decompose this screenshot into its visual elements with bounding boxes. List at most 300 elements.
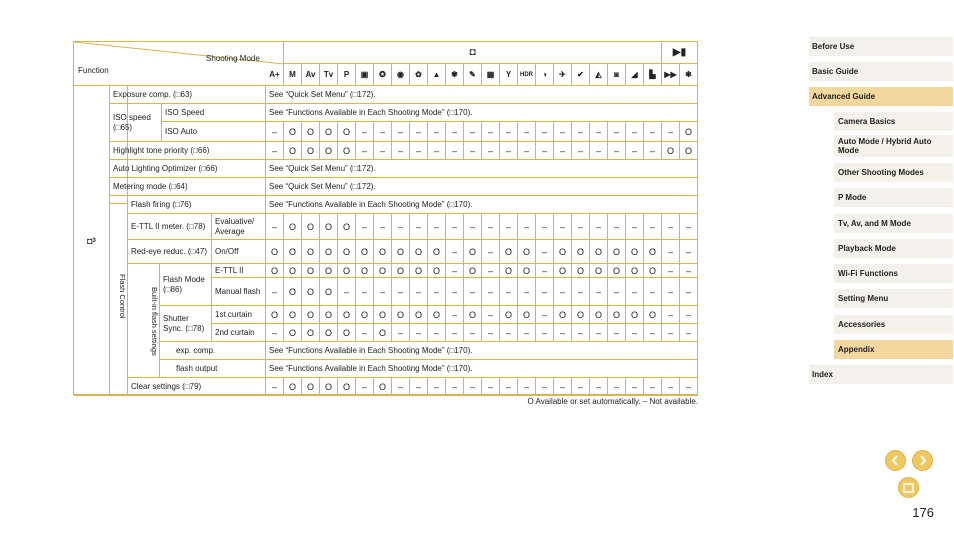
on-off-label: On/Off: [212, 240, 266, 264]
mark-ettl-8: O: [410, 264, 428, 278]
mark-clear-23: –: [680, 378, 698, 396]
mark-first_curtain-4: O: [338, 306, 356, 324]
mark-manual_flash-11: –: [464, 278, 482, 306]
mark-manual_flash-7: –: [392, 278, 410, 306]
mark-second_curtain-5: –: [356, 324, 374, 342]
mark-ettl_meter-7: –: [392, 214, 410, 240]
mode-icon-13: Y: [500, 64, 518, 86]
mark-clear-2: O: [302, 378, 320, 396]
mark-ettl_meter-17: –: [572, 214, 590, 240]
mark-first_curtain-22: –: [662, 306, 680, 324]
mark-clear-20: –: [626, 378, 644, 396]
mark-iso_auto-18: –: [590, 122, 608, 142]
mark-red_eye-12: –: [482, 240, 500, 264]
mark-ettl_meter-4: O: [338, 214, 356, 240]
mark-manual_flash-13: –: [500, 278, 518, 306]
mark-ettl-10: –: [446, 264, 464, 278]
nav-item-7[interactable]: Tv, Av, and M Mode: [834, 214, 953, 233]
mark-iso_auto-12: –: [482, 122, 500, 142]
mark-second_curtain-12: –: [482, 324, 500, 342]
mark-iso_auto-7: –: [392, 122, 410, 142]
mark-second_curtain-10: –: [446, 324, 464, 342]
builtin-flash-label: Built-in flash settings: [128, 264, 160, 378]
mark-ettl_meter-12: –: [482, 214, 500, 240]
mark-iso_auto-19: –: [608, 122, 626, 142]
mark-second_curtain-19: –: [608, 324, 626, 342]
mark-highlight-1: O: [284, 142, 302, 160]
mode-icon-16: ✈: [554, 64, 572, 86]
mark-second_curtain-20: –: [626, 324, 644, 342]
header-diagonal: [74, 42, 284, 86]
shooting-menu-3-icon: ◘ 3: [74, 86, 110, 396]
mark-clear-3: O: [320, 378, 338, 396]
mark-ettl-7: O: [392, 264, 410, 278]
mark-second_curtain-11: –: [464, 324, 482, 342]
alo-see: See “Quick Set Menu” (□172).: [266, 160, 698, 178]
mark-first_curtain-12: –: [482, 306, 500, 324]
mark-first_curtain-9: O: [428, 306, 446, 324]
nav-item-3[interactable]: Camera Basics: [834, 112, 953, 131]
mark-second_curtain-15: –: [536, 324, 554, 342]
mark-second_curtain-7: –: [392, 324, 410, 342]
nav-item-2[interactable]: Advanced Guide: [809, 87, 953, 106]
mark-iso_auto-16: –: [554, 122, 572, 142]
flash-mode-label: Flash Mode (□86): [160, 264, 212, 306]
mark-iso_auto-22: –: [662, 122, 680, 142]
mark-iso_auto-17: –: [572, 122, 590, 142]
mark-clear-14: –: [518, 378, 536, 396]
mode-icon-5: ▣: [356, 64, 374, 86]
mark-iso_auto-11: –: [464, 122, 482, 142]
mark-ettl-17: O: [572, 264, 590, 278]
mark-highlight-18: –: [590, 142, 608, 160]
mark-ettl-12: –: [482, 264, 500, 278]
mode-icon-23: ✱: [680, 64, 698, 86]
red-eye-label: Red-eye reduc. (□47): [128, 240, 212, 264]
mark-ettl_meter-16: –: [554, 214, 572, 240]
mark-highlight-6: –: [374, 142, 392, 160]
mark-second_curtain-13: –: [500, 324, 518, 342]
camera-group-icon: ◘: [284, 42, 662, 64]
mark-red_eye-15: –: [536, 240, 554, 264]
mark-iso_auto-21: –: [644, 122, 662, 142]
exp-comp2-see: See “Functions Available in Each Shooting Mode” (□170).: [266, 342, 698, 360]
mark-red_eye-2: O: [302, 240, 320, 264]
mark-second_curtain-21: –: [644, 324, 662, 342]
mark-iso_auto-2: O: [302, 122, 320, 142]
mark-red_eye-20: O: [626, 240, 644, 264]
mark-ettl-1: O: [284, 264, 302, 278]
mark-first_curtain-5: O: [356, 306, 374, 324]
mark-highlight-4: O: [338, 142, 356, 160]
exp-comp2-label: exp. comp.: [160, 342, 266, 360]
mark-ettl_meter-22: –: [662, 214, 680, 240]
mark-first_curtain-19: O: [608, 306, 626, 324]
nav-item-9[interactable]: Wi-Fi Functions: [834, 264, 953, 283]
second-curtain-label: 2nd curtain: [212, 324, 266, 342]
mark-red_eye-23: –: [680, 240, 698, 264]
mark-iso_auto-3: O: [320, 122, 338, 142]
nav-item-1[interactable]: Basic Guide: [809, 62, 953, 81]
mark-red_eye-13: O: [500, 240, 518, 264]
mode-icon-21: ▙: [644, 64, 662, 86]
shooting-mode-label: Shooting Mode: [206, 54, 260, 63]
mark-highlight-21: –: [644, 142, 662, 160]
mark-manual_flash-3: O: [320, 278, 338, 306]
mark-ettl_meter-15: –: [536, 214, 554, 240]
mark-second_curtain-16: –: [554, 324, 572, 342]
highlight-label: Highlight tone priority (□66): [110, 142, 266, 160]
mark-first_curtain-17: O: [572, 306, 590, 324]
mark-manual_flash-2: O: [302, 278, 320, 306]
mark-clear-21: –: [644, 378, 662, 396]
nav-item-13[interactable]: Index: [809, 365, 953, 384]
mark-second_curtain-1: O: [284, 324, 302, 342]
mode-icon-19: ◙: [608, 64, 626, 86]
mark-ettl_meter-3: O: [320, 214, 338, 240]
mode-icon-12: ▦: [482, 64, 500, 86]
mark-first_curtain-16: O: [554, 306, 572, 324]
mark-red_eye-18: O: [590, 240, 608, 264]
mark-first_curtain-10: –: [446, 306, 464, 324]
mark-manual_flash-10: –: [446, 278, 464, 306]
mark-manual_flash-17: –: [572, 278, 590, 306]
mark-second_curtain-22: –: [662, 324, 680, 342]
mark-highlight-13: –: [500, 142, 518, 160]
flash-control-label: Flash Control: [110, 196, 128, 396]
mark-first_curtain-3: O: [320, 306, 338, 324]
mark-highlight-11: –: [464, 142, 482, 160]
mode-icon-1: M: [284, 64, 302, 86]
mark-first_curtain-13: O: [500, 306, 518, 324]
group-number: 3: [92, 237, 96, 244]
mark-clear-8: –: [410, 378, 428, 396]
mark-second_curtain-4: O: [338, 324, 356, 342]
mark-first_curtain-14: O: [518, 306, 536, 324]
clear-settings-label: Clear settings (□79): [128, 378, 266, 396]
mode-icon-9: ▲: [428, 64, 446, 86]
mark-second_curtain-23: –: [680, 324, 698, 342]
mark-manual_flash-12: –: [482, 278, 500, 306]
mark-red_eye-3: O: [320, 240, 338, 264]
mark-clear-6: O: [374, 378, 392, 396]
mark-highlight-8: –: [410, 142, 428, 160]
mark-clear-5: –: [356, 378, 374, 396]
exposure-comp-label: Exposure comp. (□63): [110, 86, 266, 104]
function-label: Function: [78, 66, 109, 75]
mark-ettl-21: O: [644, 264, 662, 278]
mark-highlight-20: –: [626, 142, 644, 160]
shutter-sync-label: Shutter Sync. (□78): [160, 306, 212, 342]
mark-ettl_meter-11: –: [464, 214, 482, 240]
manual-flash-label: Manual flash: [212, 278, 266, 306]
mark-ettl-23: –: [680, 264, 698, 278]
nav-item-5[interactable]: Other Shooting Modes: [834, 163, 953, 182]
mark-ettl_meter-9: –: [428, 214, 446, 240]
mark-iso_auto-6: –: [374, 122, 392, 142]
mark-highlight-10: –: [446, 142, 464, 160]
nav-item-10[interactable]: Setting Menu: [834, 289, 953, 308]
ettl-label: E-TTL II: [212, 264, 266, 278]
mark-clear-7: –: [392, 378, 410, 396]
mark-iso_auto-5: –: [356, 122, 374, 142]
mark-manual_flash-5: –: [356, 278, 374, 306]
mark-clear-9: –: [428, 378, 446, 396]
mark-ettl-14: O: [518, 264, 536, 278]
mode-icon-10: ✾: [446, 64, 464, 86]
mark-manual_flash-19: –: [608, 278, 626, 306]
flash-output-label: flash output: [160, 360, 266, 378]
mark-highlight-9: –: [428, 142, 446, 160]
mark-first_curtain-11: O: [464, 306, 482, 324]
mark-manual_flash-0: –: [266, 278, 284, 306]
iso-speed-sub-label: ISO Speed: [162, 104, 266, 122]
mark-clear-22: –: [662, 378, 680, 396]
mark-red_eye-22: –: [662, 240, 680, 264]
mark-red_eye-14: O: [518, 240, 536, 264]
prev-page-button[interactable]: [885, 450, 906, 471]
mark-red_eye-0: O: [266, 240, 284, 264]
mark-second_curtain-17: –: [572, 324, 590, 342]
mark-clear-11: –: [464, 378, 482, 396]
mode-icon-14: HDR: [518, 64, 536, 86]
mode-icon-6: ✪: [374, 64, 392, 86]
nav-item-6[interactable]: P Mode: [834, 188, 953, 207]
function-table: [73, 41, 698, 395]
mark-clear-4: O: [338, 378, 356, 396]
alo-label: Auto Lighting Optimizer (□66): [110, 160, 266, 178]
mark-manual_flash-21: –: [644, 278, 662, 306]
mark-ettl-16: O: [554, 264, 572, 278]
chevron-left-icon: [886, 451, 905, 470]
mark-iso_auto-20: –: [626, 122, 644, 142]
mark-red_eye-9: O: [428, 240, 446, 264]
mark-second_curtain-6: O: [374, 324, 392, 342]
mark-red_eye-4: O: [338, 240, 356, 264]
mark-iso_auto-8: –: [410, 122, 428, 142]
mark-red_eye-17: O: [572, 240, 590, 264]
mark-manual_flash-23: –: [680, 278, 698, 306]
mark-manual_flash-14: –: [518, 278, 536, 306]
iso-auto-label: ISO Auto: [162, 122, 266, 142]
mode-icon-4: P: [338, 64, 356, 86]
mark-ettl_meter-10: –: [446, 214, 464, 240]
legend-note: O Available or set automatically. – Not available.: [527, 397, 698, 406]
flash-output-see: See “Functions Available in Each Shooting Mode” (□170).: [266, 360, 698, 378]
mark-red_eye-11: O: [464, 240, 482, 264]
mark-highlight-14: –: [518, 142, 536, 160]
mark-second_curtain-8: –: [410, 324, 428, 342]
mark-iso_auto-13: –: [500, 122, 518, 142]
mark-ettl-18: O: [590, 264, 608, 278]
mark-manual_flash-22: –: [662, 278, 680, 306]
contents-button[interactable]: [898, 477, 919, 498]
mark-ettl-15: –: [536, 264, 554, 278]
mark-ettl_meter-20: –: [626, 214, 644, 240]
mark-ettl-6: O: [374, 264, 392, 278]
mark-red_eye-10: –: [446, 240, 464, 264]
page-number: 176: [912, 505, 934, 520]
mark-first_curtain-2: O: [302, 306, 320, 324]
mark-highlight-22: O: [662, 142, 680, 160]
chevron-right-icon: [913, 451, 932, 470]
mark-ettl_meter-1: O: [284, 214, 302, 240]
mark-ettl_meter-14: –: [518, 214, 536, 240]
mark-highlight-23: O: [680, 142, 698, 160]
mark-ettl_meter-6: –: [374, 214, 392, 240]
mark-manual_flash-15: –: [536, 278, 554, 306]
mark-ettl-5: O: [356, 264, 374, 278]
mark-iso_auto-10: –: [446, 122, 464, 142]
mark-ettl_meter-19: –: [608, 214, 626, 240]
exposure-comp-see: See “Quick Set Menu” (□172).: [266, 86, 698, 104]
flash-firing-see: See “Functions Available in Each Shooting Mode” (□170).: [266, 196, 698, 214]
mark-ettl-22: –: [662, 264, 680, 278]
mark-second_curtain-3: O: [320, 324, 338, 342]
home-icon: [899, 478, 918, 497]
mark-manual_flash-9: –: [428, 278, 446, 306]
mark-first_curtain-21: O: [644, 306, 662, 324]
mark-ettl_meter-2: O: [302, 214, 320, 240]
iso-speed-label: ISO speed (□65): [110, 104, 162, 142]
mark-ettl_meter-13: –: [500, 214, 518, 240]
mark-manual_flash-6: –: [374, 278, 392, 306]
nav-item-11[interactable]: Accessories: [834, 315, 953, 334]
mode-icon-7: ◉: [392, 64, 410, 86]
mode-icon-22: ▶▶: [662, 64, 680, 86]
mark-iso_auto-1: O: [284, 122, 302, 142]
mark-iso_auto-15: –: [536, 122, 554, 142]
mark-highlight-15: –: [536, 142, 554, 160]
movie-group-icon: ▶▮: [662, 42, 698, 64]
mark-red_eye-16: O: [554, 240, 572, 264]
nav-item-12[interactable]: Appendix: [834, 340, 953, 359]
mode-icon-0: A+: [266, 64, 284, 86]
nav-item-0[interactable]: Before Use: [809, 37, 953, 56]
mark-first_curtain-8: O: [410, 306, 428, 324]
mark-highlight-5: –: [356, 142, 374, 160]
metering-see: See “Quick Set Menu” (□172).: [266, 178, 698, 196]
mode-icon-11: ✎: [464, 64, 482, 86]
mark-second_curtain-2: O: [302, 324, 320, 342]
mark-second_curtain-14: –: [518, 324, 536, 342]
mark-first_curtain-6: O: [374, 306, 392, 324]
mark-red_eye-21: O: [644, 240, 662, 264]
mark-ettl_meter-8: –: [410, 214, 428, 240]
mark-first_curtain-0: O: [266, 306, 284, 324]
mark-first_curtain-23: –: [680, 306, 698, 324]
mark-clear-18: –: [590, 378, 608, 396]
mark-ettl-19: O: [608, 264, 626, 278]
mark-second_curtain-18: –: [590, 324, 608, 342]
nav-item-4[interactable]: Auto Mode / Hybrid Auto Mode: [834, 135, 953, 157]
mark-red_eye-7: O: [392, 240, 410, 264]
mark-clear-0: –: [266, 378, 284, 396]
mark-iso_auto-4: O: [338, 122, 356, 142]
mark-clear-12: –: [482, 378, 500, 396]
mark-clear-15: –: [536, 378, 554, 396]
mark-manual_flash-8: –: [410, 278, 428, 306]
mode-icon-15: ◑: [536, 64, 554, 86]
mode-icon-18: ◭: [590, 64, 608, 86]
ettl-meter-label: E-TTL II meter. (□78): [128, 214, 212, 240]
mark-second_curtain-0: –: [266, 324, 284, 342]
mode-icon-20: ◢: [626, 64, 644, 86]
mark-highlight-3: O: [320, 142, 338, 160]
mark-red_eye-1: O: [284, 240, 302, 264]
mark-red_eye-6: O: [374, 240, 392, 264]
mark-ettl-9: O: [428, 264, 446, 278]
mark-manual_flash-4: –: [338, 278, 356, 306]
mode-icon-2: Av: [302, 64, 320, 86]
mark-clear-17: –: [572, 378, 590, 396]
iso-speed-see: See “Functions Available in Each Shooting Mode” (□170).: [266, 104, 698, 122]
mark-highlight-17: –: [572, 142, 590, 160]
nav-item-8[interactable]: Playback Mode: [834, 239, 953, 258]
mark-second_curtain-9: –: [428, 324, 446, 342]
mark-clear-19: –: [608, 378, 626, 396]
metering-label: Metering mode (□64): [110, 178, 266, 196]
mark-ettl-3: O: [320, 264, 338, 278]
mark-ettl_meter-21: –: [644, 214, 662, 240]
mode-icon-17: ✔: [572, 64, 590, 86]
mode-icon-3: Tv: [320, 64, 338, 86]
mark-ettl_meter-23: –: [680, 214, 698, 240]
mark-clear-10: –: [446, 378, 464, 396]
mark-red_eye-19: O: [608, 240, 626, 264]
mark-manual_flash-20: –: [626, 278, 644, 306]
mark-manual_flash-18: –: [590, 278, 608, 306]
mark-red_eye-5: O: [356, 240, 374, 264]
mark-first_curtain-20: O: [626, 306, 644, 324]
mark-highlight-16: –: [554, 142, 572, 160]
mark-manual_flash-16: –: [554, 278, 572, 306]
mark-ettl-20: O: [626, 264, 644, 278]
mark-iso_auto-0: –: [266, 122, 284, 142]
mark-iso_auto-23: O: [680, 122, 698, 142]
mark-highlight-2: O: [302, 142, 320, 160]
mark-manual_flash-1: O: [284, 278, 302, 306]
next-page-button[interactable]: [912, 450, 933, 471]
mark-first_curtain-15: –: [536, 306, 554, 324]
mode-icon-8: ✿: [410, 64, 428, 86]
mark-ettl_meter-18: –: [590, 214, 608, 240]
mark-first_curtain-7: O: [392, 306, 410, 324]
mark-ettl-11: O: [464, 264, 482, 278]
mark-clear-1: O: [284, 378, 302, 396]
mark-clear-13: –: [500, 378, 518, 396]
mark-ettl-0: O: [266, 264, 284, 278]
mark-clear-16: –: [554, 378, 572, 396]
mark-first_curtain-1: O: [284, 306, 302, 324]
mark-ettl-13: O: [500, 264, 518, 278]
mark-iso_auto-9: –: [428, 122, 446, 142]
flash-firing-label: Flash firing (□76): [128, 196, 266, 214]
mark-ettl_meter-5: –: [356, 214, 374, 240]
eval-avg-label: Evaluative/ Average: [212, 214, 266, 240]
mark-iso_auto-14: –: [518, 122, 536, 142]
mark-ettl-2: O: [302, 264, 320, 278]
mark-ettl-4: O: [338, 264, 356, 278]
mark-highlight-19: –: [608, 142, 626, 160]
mark-red_eye-8: O: [410, 240, 428, 264]
mark-highlight-7: –: [392, 142, 410, 160]
mark-highlight-0: –: [266, 142, 284, 160]
first-curtain-label: 1st curtain: [212, 306, 266, 324]
mark-highlight-12: –: [482, 142, 500, 160]
mark-first_curtain-18: O: [590, 306, 608, 324]
mark-ettl_meter-0: –: [266, 214, 284, 240]
